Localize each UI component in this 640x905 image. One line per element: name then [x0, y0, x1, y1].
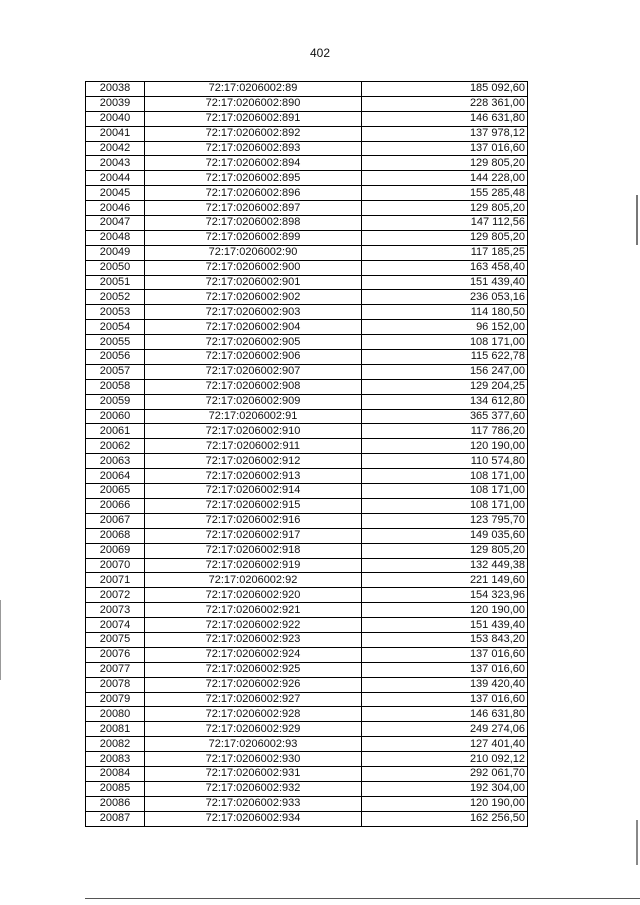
row-number-cell: 20053 [86, 305, 145, 320]
row-number-cell: 20074 [86, 618, 145, 633]
cadastral-number-cell: 72:17:0206002:908 [145, 379, 362, 394]
row-number-cell: 20084 [86, 766, 145, 781]
row-number-cell: 20042 [86, 141, 145, 156]
row-number-cell: 20077 [86, 662, 145, 677]
row-number-cell: 20066 [86, 498, 145, 513]
table-row [86, 588, 528, 603]
row-number-cell: 20048 [86, 230, 145, 245]
row-number-cell: 20057 [86, 364, 145, 379]
cadastral-number-cell: 72:17:0206002:902 [145, 290, 362, 305]
row-number-cell: 20068 [86, 528, 145, 543]
cadastral-value-cell: 129 805,20 [362, 201, 528, 216]
table-row [86, 752, 528, 767]
table-row [86, 603, 528, 618]
table-row [86, 245, 528, 260]
cadastral-value-cell: 146 631,80 [362, 111, 528, 126]
cadastral-number-cell: 72:17:0206002:895 [145, 171, 362, 186]
cadastral-number-cell: 72:17:0206002:932 [145, 781, 362, 796]
table-row [86, 126, 528, 141]
cadastral-value-cell: 228 361,00 [362, 96, 528, 111]
table-row [86, 290, 528, 305]
cadastral-value-cell: 117 185,25 [362, 245, 528, 260]
table-row [86, 454, 528, 469]
row-number-cell: 20054 [86, 320, 145, 335]
table-row [86, 618, 528, 633]
row-number-cell: 20069 [86, 543, 145, 558]
cadastral-number-cell: 72:17:0206002:903 [145, 305, 362, 320]
scan-edge-bottom [85, 898, 640, 899]
cadastral-number-cell: 72:17:0206002:897 [145, 201, 362, 216]
row-number-cell: 20041 [86, 126, 145, 141]
row-number-cell: 20044 [86, 171, 145, 186]
row-number-cell: 20086 [86, 796, 145, 811]
cadastral-number-cell: 72:17:0206002:91 [145, 409, 362, 424]
cadastral-value-cell: 129 805,20 [362, 156, 528, 171]
cadastral-value-cell: 137 016,60 [362, 692, 528, 707]
row-number-cell: 20060 [86, 409, 145, 424]
cadastral-number-cell: 72:17:0206002:920 [145, 588, 362, 603]
row-number-cell: 20038 [86, 82, 145, 97]
cadastral-value-cell: 115 622,78 [362, 350, 528, 365]
table-row [86, 707, 528, 722]
row-number-cell: 20083 [86, 752, 145, 767]
table-row [86, 335, 528, 350]
row-number-cell: 20059 [86, 394, 145, 409]
row-number-cell: 20064 [86, 469, 145, 484]
cadastral-value-cell: 249 274,06 [362, 722, 528, 737]
cadastral-number-cell: 72:17:0206002:90 [145, 245, 362, 260]
cadastral-value-cell: 144 228,00 [362, 171, 528, 186]
cadastral-number-cell: 72:17:0206002:92 [145, 573, 362, 588]
cadastral-value-cell: 149 035,60 [362, 528, 528, 543]
row-number-cell: 20078 [86, 677, 145, 692]
table-row [86, 409, 528, 424]
row-number-cell: 20049 [86, 245, 145, 260]
table-row [86, 82, 528, 97]
cadastral-value-cell: 192 304,00 [362, 781, 528, 796]
cadastral-number-cell: 72:17:0206002:919 [145, 558, 362, 573]
row-number-cell: 20070 [86, 558, 145, 573]
cadastral-number-cell: 72:17:0206002:896 [145, 186, 362, 201]
table-row [86, 156, 528, 171]
cadastral-number-cell: 72:17:0206002:900 [145, 260, 362, 275]
scan-edge-right [636, 820, 638, 865]
row-number-cell: 20080 [86, 707, 145, 722]
cadastral-value-cell: 292 061,70 [362, 766, 528, 781]
cadastral-value-cell: 151 439,40 [362, 275, 528, 290]
row-number-cell: 20040 [86, 111, 145, 126]
table-row [86, 811, 528, 826]
cadastral-number-cell: 72:17:0206002:924 [145, 647, 362, 662]
row-number-cell: 20052 [86, 290, 145, 305]
row-number-cell: 20085 [86, 781, 145, 796]
cadastral-number-cell: 72:17:0206002:909 [145, 394, 362, 409]
table-row [86, 320, 528, 335]
cadastral-value-cell: 156 247,00 [362, 364, 528, 379]
cadastral-value-cell: 137 978,12 [362, 126, 528, 141]
table-row [86, 692, 528, 707]
table-row [86, 230, 528, 245]
cadastral-number-cell: 72:17:0206002:931 [145, 766, 362, 781]
cadastral-value-cell: 139 420,40 [362, 677, 528, 692]
cadastral-number-cell: 72:17:0206002:922 [145, 618, 362, 633]
cadastral-value-cell: 114 180,50 [362, 305, 528, 320]
cadastral-value-cell: 120 190,00 [362, 439, 528, 454]
table-row [86, 305, 528, 320]
row-number-cell: 20082 [86, 737, 145, 752]
row-number-cell: 20063 [86, 454, 145, 469]
table-row [86, 528, 528, 543]
cadastral-value-cell: 129 805,20 [362, 543, 528, 558]
table-row [86, 424, 528, 439]
cadastral-value-cell: 132 449,38 [362, 558, 528, 573]
cadastral-number-cell: 72:17:0206002:916 [145, 513, 362, 528]
cadastral-value-cell: 120 190,00 [362, 796, 528, 811]
row-number-cell: 20073 [86, 603, 145, 618]
cadastral-value-cell: 146 631,80 [362, 707, 528, 722]
cadastral-value-cell: 210 092,12 [362, 752, 528, 767]
cadastral-number-cell: 72:17:0206002:891 [145, 111, 362, 126]
cadastral-number-cell: 72:17:0206002:927 [145, 692, 362, 707]
row-number-cell: 20067 [86, 513, 145, 528]
row-number-cell: 20047 [86, 216, 145, 231]
table-row [86, 737, 528, 752]
table-row [86, 677, 528, 692]
table-row [86, 573, 528, 588]
cadastral-value-cell: 117 786,20 [362, 424, 528, 439]
table-row [86, 543, 528, 558]
row-number-cell: 20081 [86, 722, 145, 737]
table-row [86, 498, 528, 513]
cadastral-number-cell: 72:17:0206002:899 [145, 230, 362, 245]
table-row [86, 171, 528, 186]
cadastral-number-cell: 72:17:0206002:928 [145, 707, 362, 722]
table-row [86, 275, 528, 290]
cadastral-number-cell: 72:17:0206002:914 [145, 484, 362, 499]
cadastral-value-table [85, 81, 528, 827]
cadastral-number-cell: 72:17:0206002:905 [145, 335, 362, 350]
cadastral-value-cell: 154 323,96 [362, 588, 528, 603]
cadastral-number-cell: 72:17:0206002:925 [145, 662, 362, 677]
table-row [86, 766, 528, 781]
cadastral-number-cell: 72:17:0206002:904 [145, 320, 362, 335]
row-number-cell: 20051 [86, 275, 145, 290]
table-row [86, 647, 528, 662]
scan-edge-left [0, 600, 1, 680]
row-number-cell: 20075 [86, 632, 145, 647]
row-number-cell: 20065 [86, 484, 145, 499]
cadastral-number-cell: 72:17:0206002:915 [145, 498, 362, 513]
table-row [86, 350, 528, 365]
row-number-cell: 20079 [86, 692, 145, 707]
table-row [86, 722, 528, 737]
cadastral-number-cell: 72:17:0206002:89 [145, 82, 362, 97]
cadastral-value-cell: 155 285,48 [362, 186, 528, 201]
cadastral-value-cell: 127 401,40 [362, 737, 528, 752]
table-row [86, 439, 528, 454]
cadastral-number-cell: 72:17:0206002:907 [145, 364, 362, 379]
table-row [86, 781, 528, 796]
cadastral-value-cell: 236 053,16 [362, 290, 528, 305]
table-row [86, 484, 528, 499]
cadastral-number-cell: 72:17:0206002:912 [145, 454, 362, 469]
cadastral-number-cell: 72:17:0206002:929 [145, 722, 362, 737]
page-number: 402 [309, 46, 331, 60]
table-row [86, 141, 528, 156]
cadastral-value-cell: 137 016,60 [362, 647, 528, 662]
cadastral-number-cell: 72:17:0206002:93 [145, 737, 362, 752]
table-row [86, 364, 528, 379]
cadastral-number-cell: 72:17:0206002:906 [145, 350, 362, 365]
table-row [86, 260, 528, 275]
cadastral-number-cell: 72:17:0206002:926 [145, 677, 362, 692]
cadastral-value-cell: 163 458,40 [362, 260, 528, 275]
table-row [86, 632, 528, 647]
cadastral-value-cell: 108 171,00 [362, 469, 528, 484]
cadastral-value-cell: 110 574,80 [362, 454, 528, 469]
cadastral-number-cell: 72:17:0206002:892 [145, 126, 362, 141]
cadastral-value-cell: 137 016,60 [362, 662, 528, 677]
cadastral-number-cell: 72:17:0206002:921 [145, 603, 362, 618]
cadastral-value-cell: 108 171,00 [362, 484, 528, 499]
cadastral-number-cell: 72:17:0206002:893 [145, 141, 362, 156]
cadastral-value-cell: 108 171,00 [362, 335, 528, 350]
cadastral-value-cell: 108 171,00 [362, 498, 528, 513]
table-row [86, 662, 528, 677]
row-number-cell: 20071 [86, 573, 145, 588]
cadastral-number-cell: 72:17:0206002:894 [145, 156, 362, 171]
cadastral-value-cell: 185 092,60 [362, 82, 528, 97]
table-row [86, 96, 528, 111]
cadastral-value-cell: 365 377,60 [362, 409, 528, 424]
row-number-cell: 20043 [86, 156, 145, 171]
cadastral-value-cell: 129 805,20 [362, 230, 528, 245]
cadastral-number-cell: 72:17:0206002:917 [145, 528, 362, 543]
row-number-cell: 20055 [86, 335, 145, 350]
table-row [86, 201, 528, 216]
row-number-cell: 20058 [86, 379, 145, 394]
cadastral-value-cell: 137 016,60 [362, 141, 528, 156]
row-number-cell: 20039 [86, 96, 145, 111]
cadastral-value-cell: 134 612,80 [362, 394, 528, 409]
row-number-cell: 20076 [86, 647, 145, 662]
cadastral-value-cell: 162 256,50 [362, 811, 528, 826]
table-row [86, 111, 528, 126]
cadastral-value-cell: 96 152,00 [362, 320, 528, 335]
table-row [86, 186, 528, 201]
cadastral-value-cell: 120 190,00 [362, 603, 528, 618]
cadastral-number-cell: 72:17:0206002:890 [145, 96, 362, 111]
cadastral-number-cell: 72:17:0206002:930 [145, 752, 362, 767]
cadastral-value-cell: 147 112,56 [362, 216, 528, 231]
cadastral-number-cell: 72:17:0206002:898 [145, 216, 362, 231]
table-body [86, 82, 528, 827]
cadastral-number-cell: 72:17:0206002:911 [145, 439, 362, 454]
cadastral-value-cell: 153 843,20 [362, 632, 528, 647]
row-number-cell: 20062 [86, 439, 145, 454]
row-number-cell: 20050 [86, 260, 145, 275]
cadastral-number-cell: 72:17:0206002:910 [145, 424, 362, 439]
cadastral-value-cell: 123 795,70 [362, 513, 528, 528]
table-row [86, 469, 528, 484]
table-row [86, 379, 528, 394]
cadastral-number-cell: 72:17:0206002:913 [145, 469, 362, 484]
table-row [86, 558, 528, 573]
table-row [86, 394, 528, 409]
row-number-cell: 20045 [86, 186, 145, 201]
row-number-cell: 20061 [86, 424, 145, 439]
row-number-cell: 20056 [86, 350, 145, 365]
cadastral-number-cell: 72:17:0206002:918 [145, 543, 362, 558]
cadastral-value-cell: 151 439,40 [362, 618, 528, 633]
table-row [86, 216, 528, 231]
row-number-cell: 20087 [86, 811, 145, 826]
cadastral-number-cell: 72:17:0206002:901 [145, 275, 362, 290]
table-row [86, 796, 528, 811]
cadastral-number-cell: 72:17:0206002:923 [145, 632, 362, 647]
row-number-cell: 20072 [86, 588, 145, 603]
scan-edge-right [636, 195, 638, 245]
cadastral-value-cell: 129 204,25 [362, 379, 528, 394]
cadastral-number-cell: 72:17:0206002:934 [145, 811, 362, 826]
cadastral-number-cell: 72:17:0206002:933 [145, 796, 362, 811]
table-row [86, 513, 528, 528]
cadastral-value-cell: 221 149,60 [362, 573, 528, 588]
row-number-cell: 20046 [86, 201, 145, 216]
